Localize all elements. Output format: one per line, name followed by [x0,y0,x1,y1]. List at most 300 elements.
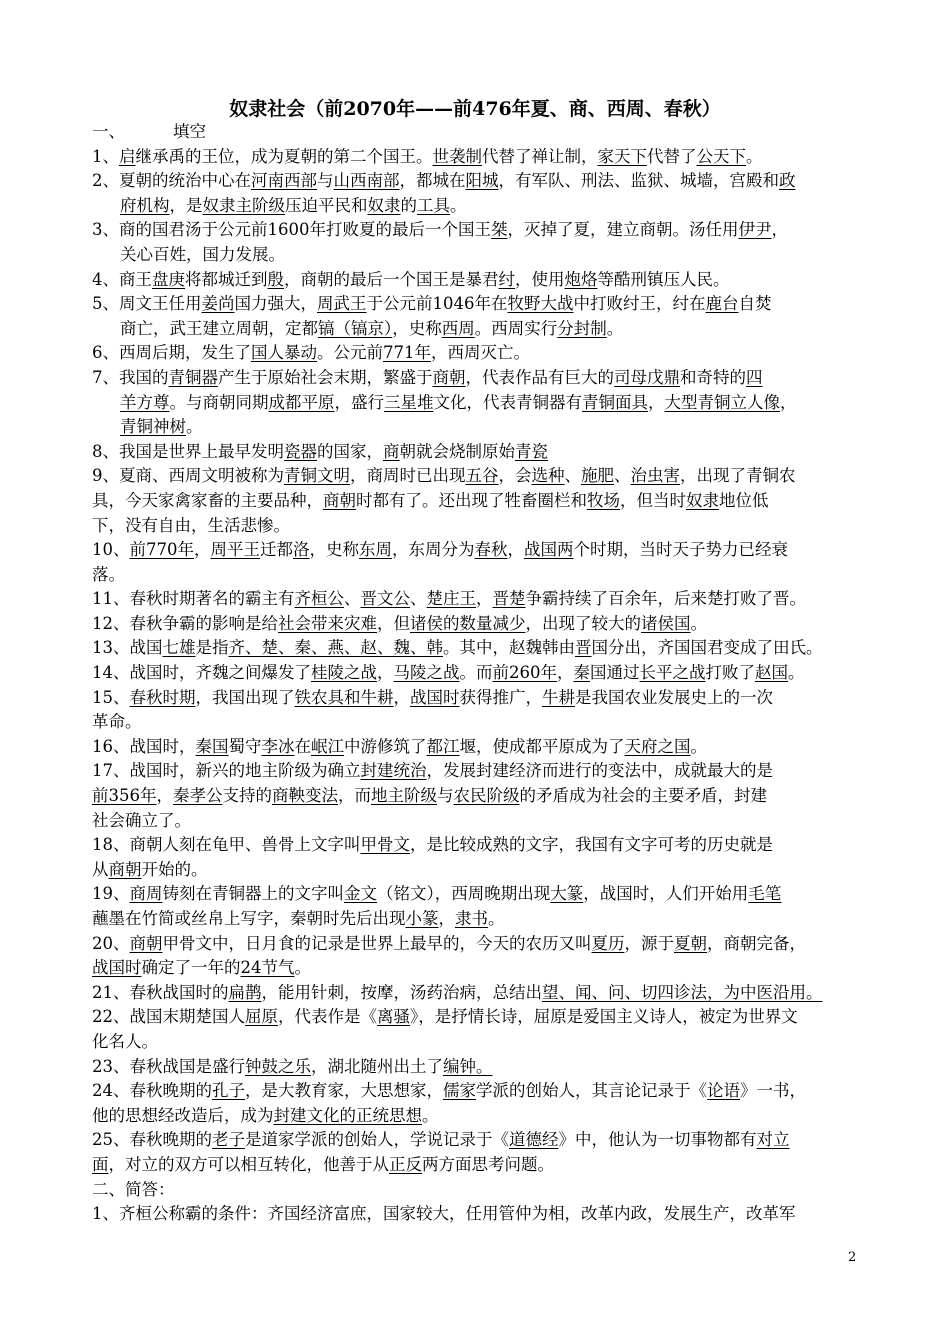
text-line [92,759,872,784]
answer-blank: 甲骨文 [360,835,410,855]
question-text: 从 [92,859,109,879]
answer-blank: 商 [383,441,400,461]
question-text: 的 [400,195,417,215]
answer-blank: 奴隶主阶级 [202,195,285,215]
answer-blank: 长平之战 [639,663,706,683]
answer-blank: 771年 [383,343,431,363]
question-text: 是我国农业发展史上的一次 [575,687,773,707]
section-title: 填空 [173,122,206,141]
answer-blank: 镐（镐京） [318,318,393,338]
text-line [92,833,872,858]
answer-blank: 商朝 [432,367,466,387]
question-text: 获得推广， [459,687,542,707]
question-text: 18、商朝人刻在龟甲、兽骨上文字叫 [92,835,361,855]
text-line [92,735,872,760]
question-text: 。 [746,146,763,166]
question-text: 13、战国 [92,638,163,658]
section-heading-short-answer: 二、简答： [92,1179,175,1199]
document-body [92,120,872,1227]
question-text: 。公元前 [317,343,383,363]
text-line [92,440,872,465]
text-line [92,809,872,834]
section-number: 一、 [92,122,125,141]
fill-in-questions [92,145,872,1178]
answer-blank: 前770年 [129,540,194,560]
question-text: 蜀守 [228,736,262,756]
answer-blank: 论语 [707,1081,740,1101]
answer-blank: 山西南部 [333,171,400,191]
text-line [92,489,872,514]
text-line [92,341,872,366]
question-text: 代替了禅让制， [482,146,598,166]
question-text: ， [156,786,173,806]
question-text: 。与商朝同期 [169,392,269,412]
answer-blank: 秦孝公 [173,786,223,806]
answer-blank: 前260年 [492,663,557,683]
answer-blank: 牧野大战 [507,294,574,314]
answer-blank: 河南西部 [251,171,317,191]
question-text: 甲骨文中，日月食的记录是世界上最早的，今天的农历又叫 [162,933,592,953]
text-line [92,464,872,489]
question-text: ， [438,909,455,928]
answer-blank: 老子 [212,1130,245,1150]
text-line [92,1104,872,1129]
text-line [92,858,872,883]
answer-blank: 青铜器 [168,367,218,387]
page-number: 2 [848,1250,857,1265]
text-line [92,415,872,440]
answer-blank: 五谷 [465,466,499,486]
question-text: ，出现了较大的 [525,613,641,633]
text-line [92,612,872,637]
question-text: 1、 [92,146,119,166]
question-text: ，商周时已出现 [350,466,466,486]
question-text: 7、我国的 [92,367,169,387]
answer-blank: 天府之国 [624,736,691,756]
question-text: 继承禹的王位，成为夏朝的第二个国王。 [135,146,433,166]
text-line [92,169,872,194]
question-text: 》，是抒情长诗，屈原是爱国主义诗人，被定为世界文 [410,1007,798,1027]
question-text: 19、 [92,884,130,904]
question-text: ，都城在 [399,171,466,191]
question-text: ，但当时 [620,490,686,510]
text-line [92,636,872,661]
text-line [92,1153,872,1178]
question-text: ，灭掉了夏，建立商朝。汤任用 [507,220,739,240]
answer-blank: 分封制 [557,318,607,338]
question-text: 。 [422,1105,439,1125]
question-text: 朝就会烧制原始 [399,441,515,461]
text-line [92,686,872,711]
answer-blank: 屈原 [245,1007,278,1027]
question-text: 支持的 [222,786,272,806]
answer-blank: 牧场 [587,490,620,510]
answer-blank: 治虫害 [630,466,680,486]
question-text: 12、春秋争霸的影响是给 [92,613,278,633]
question-text: 。 [450,195,467,215]
question-text: 14、战国时，齐魏之间爆发了 [92,663,311,683]
question-text: 蘸墨在竹简或丝帛上写字，秦朝时先后出现 [92,909,406,928]
answer-blank: 商鞅变法 [272,786,338,806]
answer-blank: 青瓷 [515,441,548,461]
question-text: 他的思想经改造后，成为 [92,1105,274,1125]
answer-blank: 选种 [531,466,565,486]
answer-blank: 毛笔 [748,884,782,904]
answer-blank: 扁鹊 [228,982,262,1002]
question-text: ，西周灭亡。 [431,343,530,363]
answer-blank: 马陵之战 [393,663,460,683]
short-answer-questions [92,1202,872,1227]
text-line [92,366,872,391]
answer-blank: 隶书 [455,909,488,928]
question-text: 24、春秋晚期的 [92,1081,212,1101]
question-text: （铭文），西周晚期出现 [377,884,551,904]
question-text: ， [557,663,574,683]
question-text: ，但 [377,613,410,633]
question-text: 铸刻在青铜器上的文字叫 [162,884,344,904]
answer-blank: 晋楚 [492,589,526,609]
answer-blank: 商朝 [129,933,163,953]
answer-blank: 启 [119,146,136,166]
question-text: 关心百姓，国力发展。 [120,244,285,264]
answer-blank: 周平王 [210,540,260,560]
question-text: ，代表作品有巨大的 [465,367,614,387]
question-text: ，商朝的最后一个国王是暴君 [284,269,499,289]
question-text: ， [194,540,211,560]
question-text: 是道家学派的创始人，学说记录于《 [245,1130,509,1150]
question-text: ， [780,392,797,412]
question-text: 与 [437,786,454,806]
question-text: 国分出，齐国国君变成了田氏。 [591,638,823,658]
answer-blank: 大篆 [550,884,584,904]
question-text: ，源于 [624,933,674,953]
question-text: 5、周文王任用 [92,294,202,314]
question-text: 国通过 [590,663,640,683]
answer-blank: 齐桓公 [294,589,344,609]
text-line [92,268,872,293]
answer-blank: 青铜面具 [582,392,648,412]
question-text: 10、 [92,540,130,560]
answer-blank: 西周 [441,318,475,338]
answer-blank: 东周 [359,540,392,560]
question-text: 时都有了。还出现了牲畜圈栏和 [356,490,587,510]
question-text: ，商朝完备， [707,933,806,953]
answer-blank: 府机构 [120,195,170,215]
answer-blank: 三星堆 [384,392,434,412]
text-line [92,563,872,588]
answer-blank: 春秋时期 [129,687,196,707]
text-line [92,710,872,735]
question-text: 。西周实行 [474,318,558,338]
answer-blank: 家天下 [597,146,647,166]
question-text: 》一书， [740,1081,806,1101]
question-text: 中打败纣王，纣在 [573,294,706,314]
text-line [92,882,872,907]
answer-blank: 商周 [129,884,163,904]
answer-blank: 战国两 [524,540,574,560]
answer-blank: 青铜神树 [120,417,186,437]
question-text: 2、夏朝的统治中心在 [92,171,251,191]
question-text: ，东周分为 [392,540,475,560]
question-text: 压迫平民和 [285,195,368,215]
answer-blank: 桀 [491,220,508,240]
question-text: ，使用 [515,269,565,289]
question-text: 。 [294,958,311,978]
question-text: 的国家， [317,441,383,461]
answer-blank: 洛 [293,540,310,560]
question-text: 9、夏商、西周文明被称为 [92,466,284,486]
answer-line: 1、齐桓公称霸的条件：齐国经济富庶，国家较大，任用管仲为相，改革内政，发展生产，改革军 [92,1204,796,1224]
answer-blank: 盘庚 [152,269,185,289]
answer-blank: 小篆 [405,909,439,928]
answer-blank: 封建文化的正统思想 [273,1105,422,1125]
question-text: ，是比较成熟的文字，我国有文字可考的历史就是 [410,835,773,855]
question-text: ，能用针刺，按摩，汤药治病，总结出 [261,982,542,1002]
question-text: 与 [317,171,334,191]
answer-blank: 前356年 [92,786,157,806]
question-text: 迁都 [260,540,293,560]
answer-blank: 工具 [417,195,450,215]
question-text: 。 [186,417,203,437]
question-text: 》中，他认为一切事物都有 [558,1130,757,1150]
question-text: ，会 [498,466,532,486]
answer-blank: 望、闻、问、切四诊法，为中医沿用。 [542,982,823,1002]
answer-blank: 楚庄王 [426,589,476,609]
text-line [92,907,872,932]
text-line [92,391,872,416]
answer-blank: 农民阶级 [453,786,520,806]
question-text: 争霸持续了百余年，后来楚打败了晋。 [525,589,806,609]
text-line [92,956,872,981]
answer-blank: 伊尹 [738,220,772,240]
question-text: ，对立的双方可以相互转化，他善于从 [108,1154,389,1174]
text-line [92,538,872,563]
answer-blank: 纣 [498,269,515,289]
answer-blank: 面 [92,1154,109,1174]
question-text: 15、 [92,687,130,707]
question-text: 确定了一年的 [141,958,241,978]
question-text: 、 [344,589,361,609]
question-text: 代替了 [647,146,697,166]
question-text: 。 [788,663,805,683]
question-text: 。而 [459,663,493,683]
question-text: ，是 [169,195,203,215]
text-line [92,981,872,1006]
question-text: ，代表作是《 [278,1007,377,1027]
question-text: ， [393,687,410,707]
question-text: 国力强大， [234,294,317,314]
answer-blank: 国人暴动 [251,343,317,363]
question-text: 和奇特的 [680,367,746,387]
answer-blank: 晋 [575,638,592,658]
answer-blank: 李冰 [261,736,295,756]
answer-blank: 公天下 [696,146,746,166]
question-text: 23、春秋战国是盛行 [92,1056,245,1076]
answer-blank: 奴隶 [367,195,401,215]
question-text: 开始的。 [141,859,208,879]
question-text: 等酷刑镇压人民。 [597,269,730,289]
answer-blank: 春秋 [474,540,508,560]
answer-blank: 奴隶 [686,490,719,510]
answer-blank: 赵国 [755,663,788,683]
text-line [92,661,872,686]
answer-blank: 殷 [267,269,284,289]
text-line [92,587,872,612]
question-text: 落。 [92,564,125,584]
answer-blank: 大型青铜立人像 [664,392,780,412]
question-text: 是指 [195,638,229,658]
text-line [92,932,872,957]
answer-blank: 四 [746,367,763,387]
text-line [92,145,872,170]
answer-blank: 钟鼓之乐 [245,1056,311,1076]
answer-blank: 封建统治 [360,761,427,781]
question-text: 16、战国时， [92,736,196,756]
text-line [92,194,872,219]
answer-blank: 鹿台 [705,294,739,314]
answer-blank: 齐、楚、秦、燕、赵、魏、韩 [228,638,443,658]
question-text: 革命。 [92,712,142,732]
answer-blank: 牛耕 [542,687,575,707]
question-text: 自焚 [738,294,772,314]
answer-blank: 施肥 [581,466,614,486]
question-text: 在 [294,736,311,756]
text-line [92,514,872,539]
answer-blank: 都江 [426,736,460,756]
answer-blank: 晋文公 [360,589,410,609]
answer-blank: 24节气 [240,958,295,978]
question-text: ， [476,589,493,609]
question-text: ，史称 [392,318,442,338]
question-text: 22、战国末期楚国人 [92,1007,245,1027]
question-text: 产生于原始社会末期，繁盛于 [218,367,433,387]
question-text: 6、西周后期，发生了 [92,343,251,363]
answer-blank: 羊方尊 [120,392,170,412]
answer-blank: 商朝 [108,859,142,879]
text-line [92,218,872,243]
answer-blank: 诸侯的数量减少 [410,613,526,633]
answer-blank: 金文 [344,884,377,904]
answer-blank: 岷江 [311,736,344,756]
text-line [92,243,872,268]
answer-blank: 秦 [573,663,590,683]
answer-blank: 政 [779,171,796,191]
document-title: 奴隶社会（前2070年——前476年夏、商、西周、春秋） [229,98,721,120]
section-heading-fill [92,120,872,145]
question-text: 个时期，当时天子势力已经衰 [573,540,788,560]
question-text: 商亡，武王建立周朝，定都 [120,318,318,338]
question-text: 两方面思考问题。 [422,1154,554,1174]
question-text: 化名人。 [92,1031,158,1051]
question-text: 。 [606,318,624,338]
question-text: ，盛行 [334,392,384,412]
answer-blank: 编钟。 [443,1056,493,1076]
answer-blank: 炮烙 [564,269,598,289]
question-text: 地位低 [719,490,769,510]
question-text: 21、春秋战国时的 [92,982,229,1002]
answer-blank: 对立 [756,1130,790,1150]
question-text: 下，没有自由，生活悲惨。 [92,515,290,535]
question-text: ， [648,392,665,412]
question-text: 。 [690,736,707,756]
question-text: 。 [488,909,505,928]
question-text: 将都城迁到 [185,269,268,289]
question-text: 的矛盾成为社会的主要矛盾，封建 [519,786,767,806]
text-line [92,317,872,342]
text-line [92,1030,872,1055]
text-line [92,1055,872,1080]
question-text: 、 [614,466,631,486]
question-text: 3、商的国君汤于公元前1600年打败夏的最后一个国王 [92,220,491,240]
question-text: ，史称 [309,540,359,560]
question-text: 8、我国是世界上最早发明 [92,441,284,461]
text-line [92,1128,872,1153]
question-text: 、 [564,466,581,486]
answer-blank: 战国时 [410,687,460,707]
answer-blank: 周武王 [317,294,367,314]
question-text: ， [771,220,788,240]
question-text: ，发展封建经济而进行的变法中，成就最大的是 [426,761,773,781]
question-text: 堰，使成都平原成为了 [459,736,625,756]
text-line [92,1005,872,1030]
text-line [92,292,872,317]
question-text: 11、春秋时期著名的霸主有 [92,589,295,609]
question-text: ，有军队、刑法、监狱、城墙，宫殿和 [498,171,779,191]
answer-blank: 世袭制 [432,146,482,166]
answer-blank: 阳城 [465,171,499,191]
question-text: ， [507,540,524,560]
question-text: ，湖北随州出土了 [311,1056,443,1076]
answer-blank: 儒家 [443,1081,476,1101]
answer-blank: 离骚 [377,1007,410,1027]
question-text: 。 [690,613,707,633]
answer-blank: 司母戊鼎 [614,367,680,387]
answer-blank: 铁农具和牛耕 [294,687,394,707]
question-text: 文化，代表青铜器有 [433,392,582,412]
question-text: 于公元前1046年在 [366,294,508,314]
question-text: ， [377,663,394,683]
question-text: 社会确立了。 [92,810,191,830]
answer-blank: 道德经 [509,1130,559,1150]
answer-blank: 正反 [389,1154,422,1174]
question-text: 学派的创始人，其言论记录于《 [476,1081,707,1101]
question-text: 、 [410,589,427,609]
question-text: ，而 [338,786,371,806]
answer-blank: 夏朝 [674,933,707,953]
answer-blank: 桂陵之战 [311,663,377,683]
question-text: ，我国出现了 [195,687,295,707]
answer-blank: 孔子 [212,1081,245,1101]
question-text: 具，今天家禽家畜的主要品种， [92,490,323,510]
text-line [92,1079,872,1104]
answer-blank: 夏历 [591,933,625,953]
answer-blank: 诸侯国 [641,613,691,633]
question-text: ，战国时，人们开始用 [583,884,749,904]
answer-blank: 社会带来灾难 [278,613,377,633]
answer-blank: 商朝 [323,490,356,510]
text-line [92,784,872,809]
question-text: 4、商王 [92,269,152,289]
answer-blank: 成都平原 [268,392,335,412]
question-text: 中游修筑了 [344,736,427,756]
answer-blank: 七雄 [162,638,196,658]
question-text: 25、春秋晚期的 [92,1130,212,1150]
answer-blank: 秦国 [195,736,229,756]
question-text: ，是大教育家，大思想家， [245,1081,443,1101]
question-text: 20、 [92,933,130,953]
question-text: ，出现了青铜农 [680,466,796,486]
answer-blank: 地主阶级 [371,786,437,806]
